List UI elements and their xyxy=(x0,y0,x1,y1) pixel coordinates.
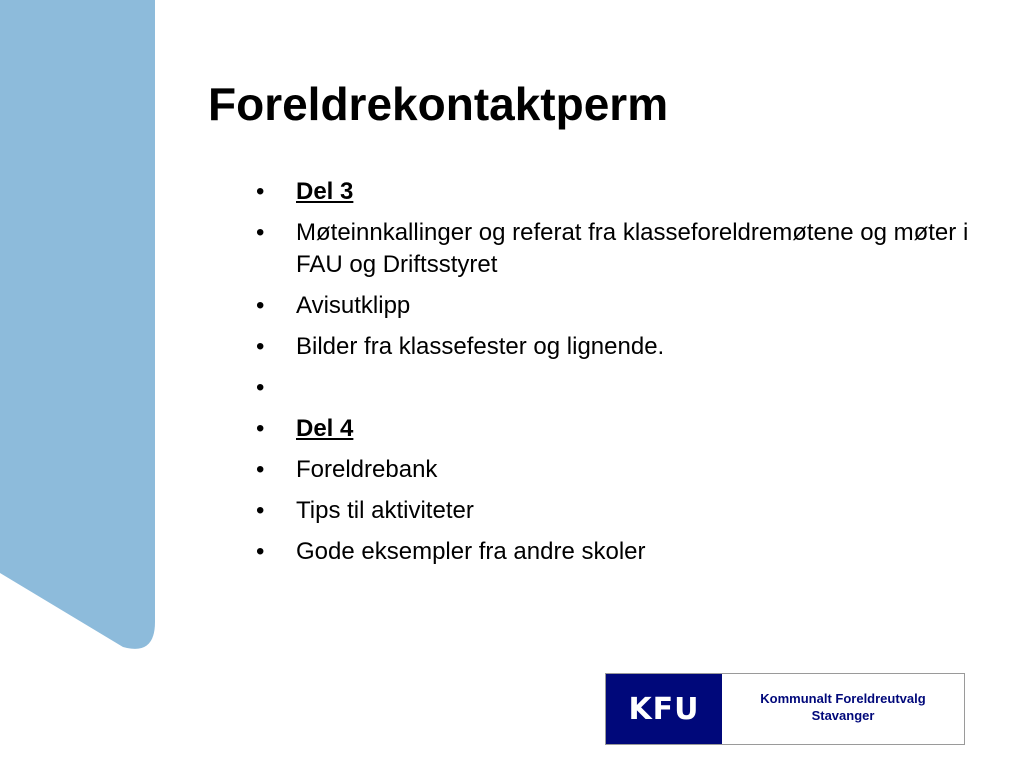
kfu-logo xyxy=(605,673,965,745)
side-shape-path xyxy=(0,0,155,649)
bullet-dot: • xyxy=(256,333,265,360)
logo-line-organisation: Kommunalt Foreldreutvalg xyxy=(760,691,926,706)
bullet-dot: • xyxy=(256,415,265,442)
bullet-item-avisutklipp xyxy=(256,290,976,322)
bullet-item-del-4 xyxy=(256,413,976,445)
bullet-dot: • xyxy=(256,219,265,246)
bullet-item-empty xyxy=(256,372,976,404)
bullet-list xyxy=(256,176,976,577)
slide-title: Foreldrekontaktperm xyxy=(208,78,669,130)
bullet-dot: • xyxy=(256,538,265,565)
bullet-text: Foreldrebank xyxy=(296,456,438,483)
logo-line-city: Stavanger xyxy=(811,708,875,723)
bullet-text: Gode eksempler fra andre skoler xyxy=(296,538,646,565)
bullet-item-moteinnkallinger xyxy=(256,217,976,281)
bullet-item-tips xyxy=(256,495,976,527)
bullet-dot: • xyxy=(256,456,265,483)
bullet-text: Tips til aktiviteter xyxy=(296,497,474,524)
bullet-dot: • xyxy=(256,292,265,319)
bullet-dot: • xyxy=(256,178,265,205)
logo-text xyxy=(722,674,964,744)
bullet-item-eksempler xyxy=(256,536,976,568)
bullet-text: Del 4 xyxy=(296,415,354,442)
bullet-text: Del 3 xyxy=(296,178,354,205)
bullet-text: Møteinnkallinger og referat fra klasseforeldremøtene og møter i FAU og Driftsstyret xyxy=(296,219,969,278)
bullet-text: Avisutklipp xyxy=(296,292,411,319)
decorative-side-shape xyxy=(0,0,160,660)
logo-mark: KFU xyxy=(628,691,700,727)
bullet-text: Bilder fra klassefester og lignende. xyxy=(296,333,665,360)
bullet-item-bilder xyxy=(256,331,976,363)
bullet-item-del-3 xyxy=(256,176,976,208)
logo-mark-block xyxy=(606,674,722,744)
bullet-dot: • xyxy=(256,374,265,401)
bullet-item-foreldrebank xyxy=(256,454,976,486)
bullet-dot: • xyxy=(256,497,265,524)
